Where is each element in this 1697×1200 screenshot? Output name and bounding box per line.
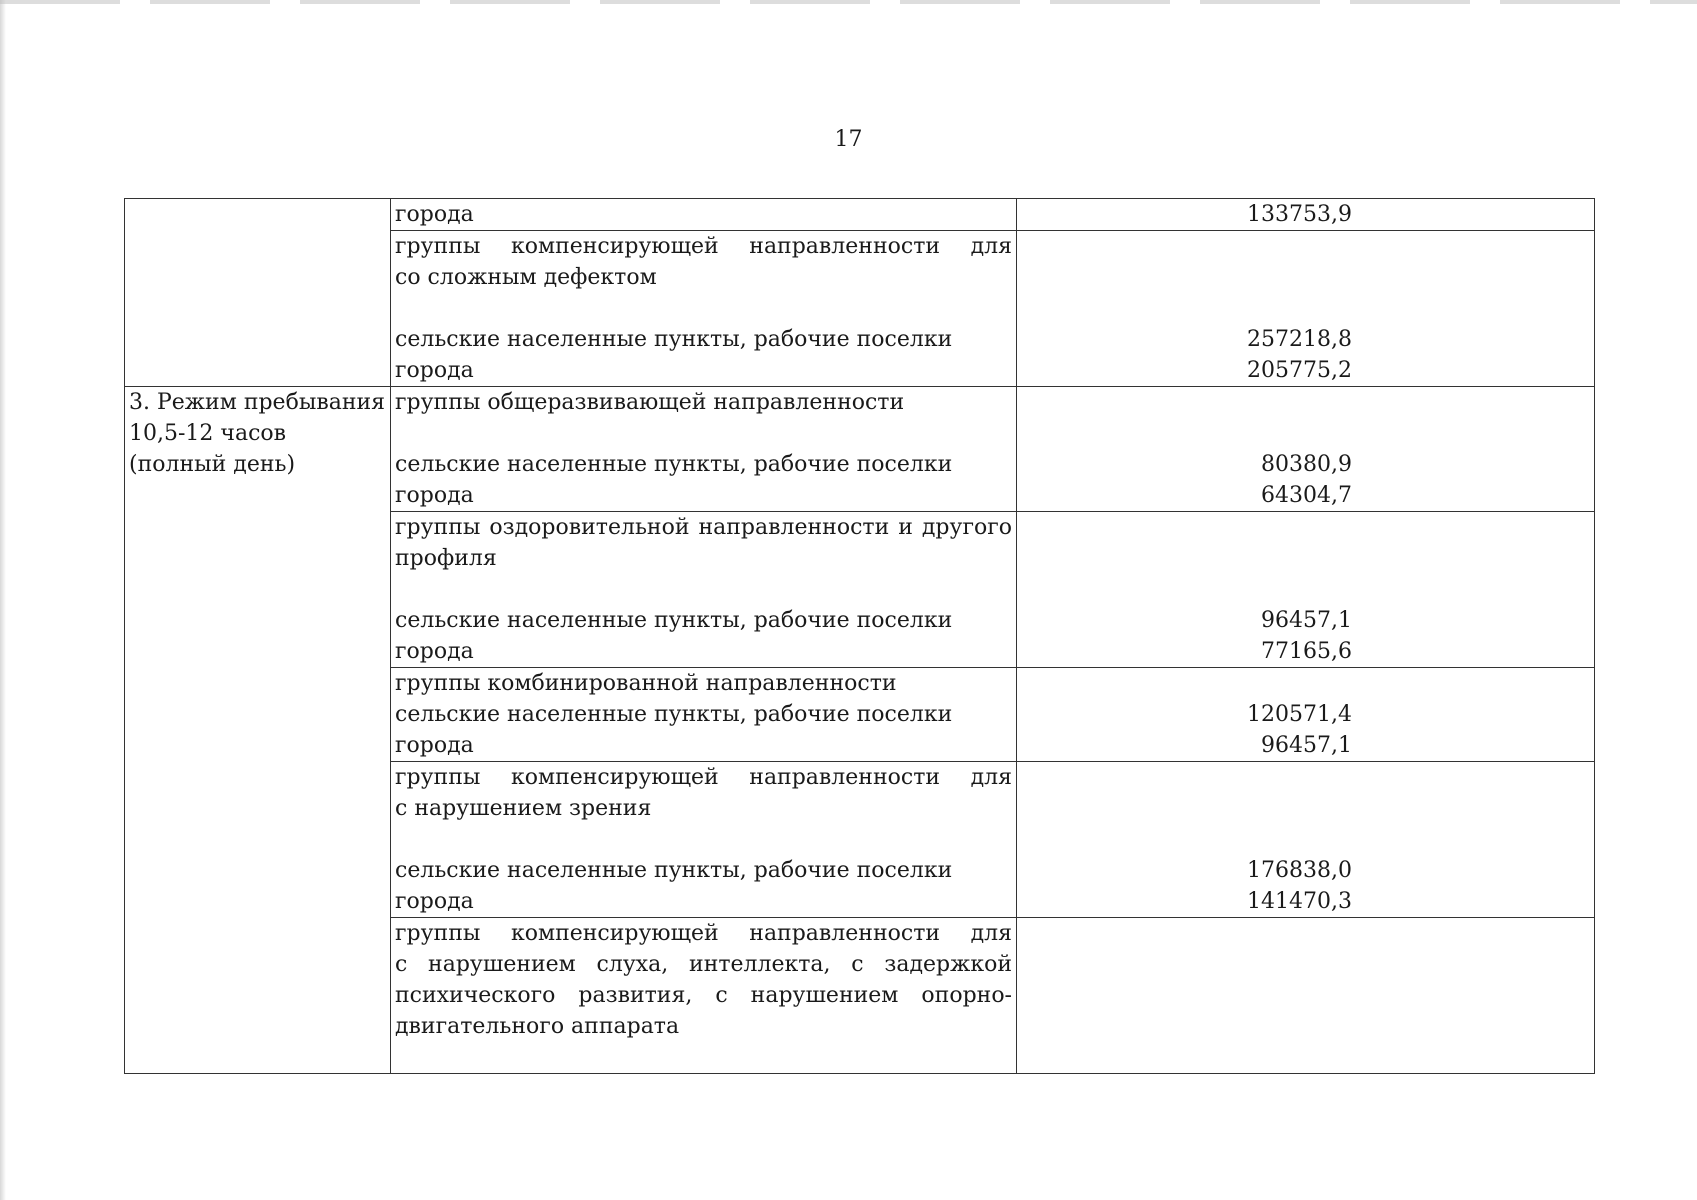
page-number: 17 [834, 127, 863, 152]
table-row [125, 387, 1595, 512]
description-cell: группы комбинированной направленности сельские населенные пункты, рабочие поселки города [391, 668, 1017, 762]
table-row [125, 199, 1595, 231]
value-cell-empty [1017, 918, 1595, 1074]
mode-cell-empty [125, 199, 391, 387]
description-cell: группы компенсирующей направленности для со сложным дефектом сельские населенные пункты, рабочие поселки города [391, 231, 1017, 387]
description-cell: группы компенсирующей направленности для с нарушением зрения сельские населенные пункты, рабочие поселки города [391, 762, 1017, 918]
scan-top-artifact [0, 0, 1697, 4]
description-cell: группы общеразвивающей направленности сельские населенные пункты, рабочие поселки города [391, 387, 1017, 512]
mode-cell: 3. Режим пребывания 10,5-12 часов (полный день) [125, 387, 391, 1074]
description-cell: группы оздоровительной направленности и другого профиля сельские населенные пункты, рабочие поселки города [391, 512, 1017, 668]
scan-edge-shadow [0, 0, 6, 1200]
value-cell: 257218,8 205775,2 [1017, 231, 1595, 387]
value-cell: 176838,0 141470,3 [1017, 762, 1595, 918]
value-cell: 80380,9 64304,7 [1017, 387, 1595, 512]
value-cell: 120571,4 96457,1 [1017, 668, 1595, 762]
value-cell: 133753,9 [1017, 199, 1595, 231]
tariff-table [124, 198, 1595, 1074]
value-cell: 96457,1 77165,6 [1017, 512, 1595, 668]
description-cell: группы компенсирующей направленности для с нарушением слуха, интеллекта, с задержкой психического развития, с нарушением опорно- двигательного аппарата [391, 918, 1017, 1074]
description-cell: города [391, 199, 1017, 231]
